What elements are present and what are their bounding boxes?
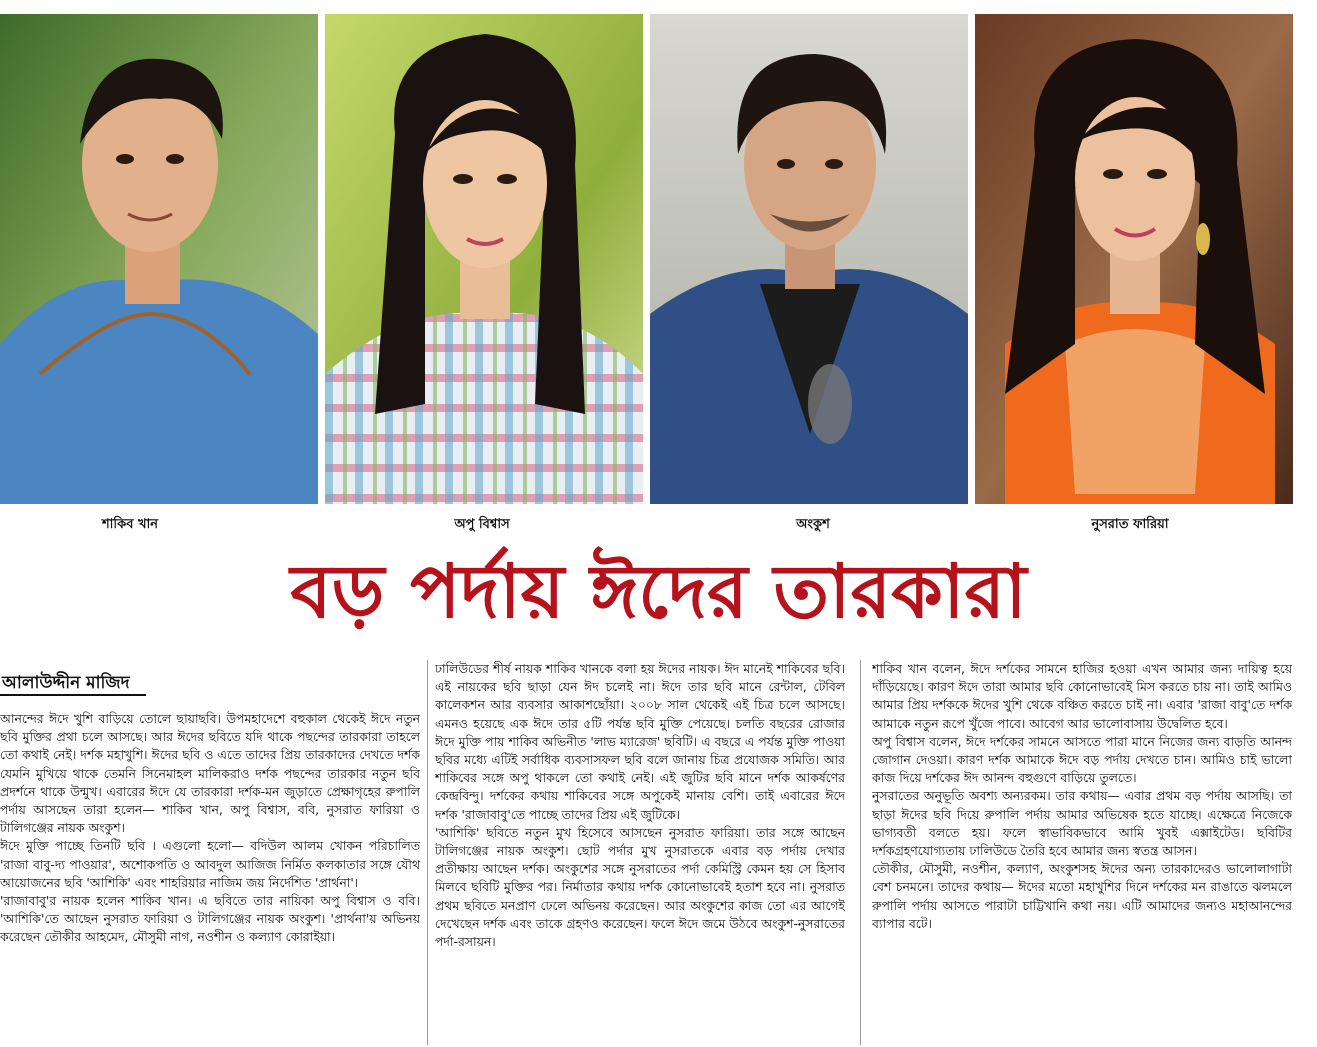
article-column-1 — [0, 710, 420, 1047]
article-column-3 — [872, 660, 1292, 1040]
paragraph: ঈদে মুক্তি পাচ্ছে তিনটি ছবি । এগুলো হলো— বদিউল আলম খোকন পরিচালিত 'রাজা বাবু-দ্য পাওয়ার', অশোকপতি ও আবদুল আজিজ নির্মিত কলকাতার সঙ্গে যৌথ আয়োজনের ছবি 'আশিকি' এবং শাহরিয়ার নাজিম জয় নির্দেশিত 'প্রার্থনা'। — [0, 838, 420, 890]
paragraph: 'রাজাবাবু'র নায়ক হলেন শাকিব খান। এ ছবিতে তার নায়িকা অপু বিশ্বাস ও ববি। 'আশিকি'তে আছেন নুসরাত ফারিয়া ও টালিগঞ্জের নায়ক অংকুশ। 'প্রার্থনা'য় অভিনয় করেছেন তৌকীর আহমেদ, মৌসুমী নাগ, নওশীন ও কল্যাণ কোরাইয়া। — [0, 893, 420, 945]
photo-apu-biswas — [325, 14, 643, 504]
caption-shakib-khan: শাকিব খান — [101, 517, 159, 532]
paragraph: অপু বিশ্বাস বলেন, ঈদে দর্শকের সামনে আসতে পারা মানে নিজের জন্য বাড়তি আনন্দ জোগান দেওয়া। কারণ দর্শক আমাকে ঈদে বড় পর্দায় দেখতে চান। আমিও চাই ভালো কাজ দিয়ে দর্শকের ঈদ আনন্দ বহুগুণে বাড়িয়ে তুলতে। — [872, 733, 1292, 786]
caption-nusraat-faria: নুসরাত ফারিয়া — [1091, 517, 1169, 532]
article-column-2 — [435, 660, 845, 1040]
portrait-photo-3 — [650, 14, 968, 504]
paragraph: শাকিব খান বলেন, ঈদে দর্শকের সামনে হাজির হওয়া এখন আমার জন্য দায়িত্ব হয়ে দাঁড়িয়েছে। কারণ ঈদে তারা আমার ছবি কোনোভাবেই মিস করতে চায় না। তাই আমিও আমার প্রিয় দর্শককে ঈদের খুশি থেকে বঞ্চিত করতে চাই না। এবার 'রাজা বাবু'তে দর্শক আমাকে নতুন রূপে খুঁজে পাবে। আবেগ আর ভালোবাসায় উদ্বেলিত হবে। — [872, 661, 1292, 731]
portrait-photo-2 — [325, 14, 643, 504]
paragraph: আনন্দের ঈদে খুশি বাড়িয়ে তোলে ছায়াছবি। উপমহাদেশে বহুকাল থেকেই ঈদে নতুন ছবি মুক্তির প্রথা চলে আসছে। আর ঈদের ছবিতে যদি থাকে পছন্দের তারকারা তাহলে তো কথাই নেই। দর্শক মহাখুশি। ঈদের ছবি ও এতে তাদের প্রিয় তারকাদের দেখতে দর্শক যেমনি মুখিয়ে থাকে তেমনি সিনেমাহল মালিকরাও দর্শক পছন্দের তারকার নতুন ছবি প্রদর্শনে থাকে উন্মুখ। এবারের ঈদে যে তারকারা দর্শক-মন জুড়াতে প্রেক্ষাগৃহের রুপালি পর্দায় আসছেন তারা হলেন— শাকিব খান, অপু বিশ্বাস, ববি, নুসরাত ফারিয়া ও টালিগঞ্জের নায়ক অংকুশ। — [0, 711, 420, 836]
portrait-photo-4 — [975, 14, 1293, 504]
paragraph: 'আশিকি' ছবিতে নতুন মুখ হিসেবে আসছেন নুসরাত ফারিয়া। তার সঙ্গে আছেন টালিগঞ্জের নায়ক অংকুশ। ছোট পর্দার মুখ নুসরাতকে এবার বড় পর্দায় দেখার প্রতীক্ষায় আছেন দর্শক। অংকুশের সঙ্গে নুসরাতের পর্দা কেমিস্ট্রি কেমন হয় সে হিসাব মিলবে ছবিটি মুক্তির পর। নির্মাতার কথায় দর্শক কোনোভাবেই হতাশ হবে না। নুসরাত প্রথম ছবিতে মনপ্রাণ ঢেলে অভিনয় করেছেন। আর অংকুশের কাজ তো এর আগেই দেখেছেন দর্শক এবং তাকে গ্রহণও করেছেন। ফলে ঈদে জমে উঠবে অংকুশ-নুসরাতের পর্দা-রসায়ন। — [435, 824, 845, 950]
photo-ankush — [650, 14, 968, 504]
byline: আলাউদ্দীন মাজিদ — [2, 673, 130, 693]
portrait-photo-1 — [0, 14, 318, 504]
headline: বড় পর্দায় ঈদের তারকারা — [290, 549, 1027, 635]
caption-ankush: অংকুশ — [796, 517, 830, 532]
caption-apu-biswas: অপু বিশ্বাস — [454, 517, 510, 532]
byline-divider — [0, 694, 146, 696]
photo-shakib-khan — [0, 14, 318, 504]
column-divider-2 — [860, 660, 861, 1045]
column-divider-1 — [427, 660, 428, 1045]
paragraph: নুসরাতের অনুভূতি অবশ্য অন্যরকম। তার কথায়— এবার প্রথম বড় পর্দায় আসছি। তা ছাড়া ঈদের ছবি দিয়ে রুপালি পর্দায় আমার অভিষেক হতে যাচ্ছে। এক্ষেত্রে নিজেকে ভাগ্যবতী বলতে হয়। ফলে স্বাভাবিকভাবে আমি খুবই এক্সাইটেড। ছবিটির দর্শকগ্রহণযোগ্যতায় ঢালিউডে তৈরি হবে আমার জন্য স্বতন্ত্র আসন। — [872, 788, 1292, 859]
photo-nusraat-faria — [975, 14, 1293, 504]
paragraph: তৌকীর, মৌসুমী, নওশীন, কল্যাণ, অংকুশসহ ঈদের অন্য তারকাদেরও ভালোলাগাটা বেশ চনমনে। তাদের কথায়— ঈদের মতো মহাখুশির দিনে দর্শকের মন রাঙাতে ঝলমলে রুপালি পর্দায় আসতে পারাটা চাট্টিখানি কথা নয়। এটি আমাদের জন্যও মহাআনন্দের ব্যাপার বটে। — [872, 861, 1292, 931]
paragraph: ঢালিউডের শীর্ষ নায়ক শাকিব খানকে বলা হয় ঈদের নায়ক। ঈদ মানেই শাকিবের ছবি। এই নায়কের ছবি ছাড়া যেন ঈদ চলেই না। ঈদে তার ছবি মানে রেন্টাল, টেবিল কালেকশন আর ব্যবসার আকাশছোঁয়া। ২০০৮ সাল থেকেই এই চিত্র চলে আসছে। এমনও হয়েছে এক ঈদে তার ৫টি পর্যন্ত ছবি মুক্তি পেয়েছে। চলতি বছরের রোজার ঈদে মুক্তি পায় শাকিব অভিনীত 'লাভ ম্যারেজ' ছবিটি। এ বছরে এ পর্যন্ত মুক্তি পাওয়া ছবির মধ্যে এটিই সর্বাধিক ব্যবসাসফল ছবি বলে জানায় চিত্র প্রযোজক সমিতি। আর শাকিবের সঙ্গে অপু থাকলে তো কথাই নেই। এই জুটির ছবি মানে দর্শক আকর্ষণের কেন্দ্রবিন্দু। দর্শকের কথায় শাকিবের সঙ্গে অপুকেই মানায় বেশি। তাই এবারের ঈদে দর্শক 'রাজাবাবু'তে পাচ্ছে তাদের প্রিয় এই জুটিকে। — [435, 661, 845, 822]
